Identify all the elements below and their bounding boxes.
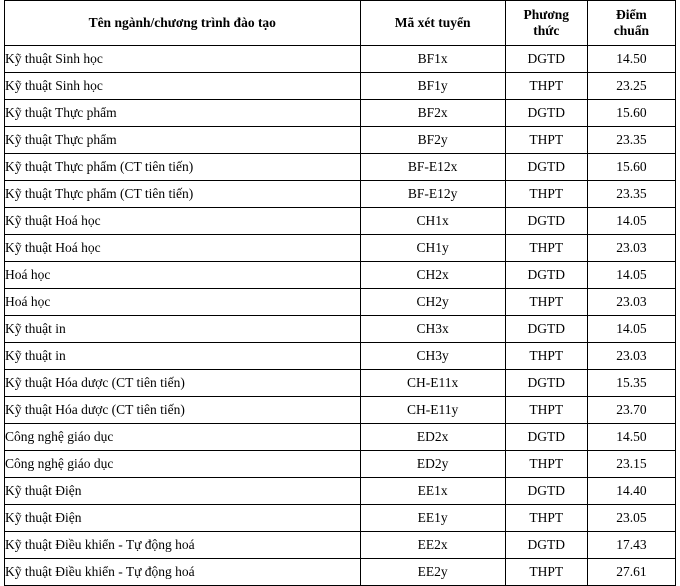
table-row: [5, 73, 676, 100]
cell-program-name: Kỹ thuật in: [5, 316, 361, 343]
column-header-program-name: Tên ngành/chương trình đào tạo: [5, 1, 361, 46]
cell-program-name: Kỹ thuật Điều khiển - Tự động hoá: [5, 559, 361, 586]
cell-admission-code: CH-E11x: [360, 370, 505, 397]
cell-program-name: Kỹ thuật Thực phẩm: [5, 100, 361, 127]
cell-benchmark-score: 17.43: [587, 532, 675, 559]
cell-benchmark-score: 14.05: [587, 208, 675, 235]
table-row: [5, 343, 676, 370]
cell-program-name: Kỹ thuật Thực phẩm (CT tiên tiến): [5, 181, 361, 208]
table-row: [5, 127, 676, 154]
cell-benchmark-score: 23.35: [587, 181, 675, 208]
table-row: [5, 424, 676, 451]
cell-program-name: Kỹ thuật Sinh học: [5, 46, 361, 73]
cell-admission-code: ED2y: [360, 451, 505, 478]
column-header-method-line2: thức: [533, 23, 560, 38]
column-header-method: [505, 1, 587, 46]
cell-program-name: Kỹ thuật Hóa dược (CT tiên tiến): [5, 397, 361, 424]
cell-admission-code: EE1x: [360, 478, 505, 505]
cell-admission-code: CH2x: [360, 262, 505, 289]
cell-method: THPT: [505, 289, 587, 316]
cell-method: THPT: [505, 505, 587, 532]
cell-program-name: Kỹ thuật Thực phẩm: [5, 127, 361, 154]
cell-benchmark-score: 23.03: [587, 235, 675, 262]
cell-benchmark-score: 14.50: [587, 46, 675, 73]
cell-admission-code: CH3y: [360, 343, 505, 370]
cell-admission-code: BF2y: [360, 127, 505, 154]
table-row: [5, 397, 676, 424]
cell-program-name: Công nghệ giáo dục: [5, 451, 361, 478]
cell-admission-code: CH1x: [360, 208, 505, 235]
cell-method: THPT: [505, 127, 587, 154]
cell-method: THPT: [505, 343, 587, 370]
cell-benchmark-score: 23.03: [587, 289, 675, 316]
cell-method: DGTD: [505, 532, 587, 559]
table-row: [5, 289, 676, 316]
cell-benchmark-score: 23.35: [587, 127, 675, 154]
cell-admission-code: CH2y: [360, 289, 505, 316]
cell-benchmark-score: 23.05: [587, 505, 675, 532]
cell-program-name: Kỹ thuật Điện: [5, 478, 361, 505]
cell-method: THPT: [505, 559, 587, 586]
cell-admission-code: BF-E12y: [360, 181, 505, 208]
cell-method: DGTD: [505, 316, 587, 343]
cell-admission-code: CH-E11y: [360, 397, 505, 424]
cell-admission-code: CH3x: [360, 316, 505, 343]
cell-admission-code: ED2x: [360, 424, 505, 451]
table-row: [5, 370, 676, 397]
cell-method: DGTD: [505, 100, 587, 127]
table-row: [5, 235, 676, 262]
cell-method: THPT: [505, 451, 587, 478]
cell-method: DGTD: [505, 208, 587, 235]
cell-method: DGTD: [505, 46, 587, 73]
column-header-score-line2: chuẩn: [613, 23, 650, 38]
cell-admission-code: EE1y: [360, 505, 505, 532]
cell-program-name: Kỹ thuật Điều khiển - Tự động hoá: [5, 532, 361, 559]
cell-method: THPT: [505, 181, 587, 208]
table-header: [5, 1, 676, 46]
cell-benchmark-score: 15.60: [587, 154, 675, 181]
table-row: [5, 532, 676, 559]
cell-admission-code: BF2x: [360, 100, 505, 127]
cell-program-name: Kỹ thuật Điện: [5, 505, 361, 532]
table-row: [5, 154, 676, 181]
cell-program-name: Hoá học: [5, 289, 361, 316]
cell-method: DGTD: [505, 370, 587, 397]
cell-method: DGTD: [505, 154, 587, 181]
table-row: [5, 316, 676, 343]
cell-benchmark-score: 15.60: [587, 100, 675, 127]
cell-benchmark-score: 14.05: [587, 316, 675, 343]
cell-program-name: Kỹ thuật in: [5, 343, 361, 370]
cell-program-name: Kỹ thuật Sinh học: [5, 73, 361, 100]
cell-admission-code: CH1y: [360, 235, 505, 262]
table-row: [5, 46, 676, 73]
cell-program-name: Kỹ thuật Hóa dược (CT tiên tiến): [5, 370, 361, 397]
cell-method: DGTD: [505, 478, 587, 505]
cell-benchmark-score: 14.05: [587, 262, 675, 289]
cell-program-name: Kỹ thuật Hoá học: [5, 235, 361, 262]
table-row: [5, 100, 676, 127]
cell-benchmark-score: 23.03: [587, 343, 675, 370]
column-header-benchmark-score: [587, 1, 675, 46]
cell-benchmark-score: 23.25: [587, 73, 675, 100]
cell-admission-code: BF1x: [360, 46, 505, 73]
cell-program-name: Công nghệ giáo dục: [5, 424, 361, 451]
table-header-row: [5, 1, 676, 46]
cell-program-name: Kỹ thuật Hoá học: [5, 208, 361, 235]
cell-benchmark-score: 15.35: [587, 370, 675, 397]
cell-admission-code: EE2x: [360, 532, 505, 559]
table-row: [5, 262, 676, 289]
column-header-score-line1: Điểm: [616, 7, 647, 23]
cell-method: THPT: [505, 235, 587, 262]
cell-admission-code: EE2y: [360, 559, 505, 586]
table-body: [5, 46, 676, 586]
cell-program-name: Hoá học: [5, 262, 361, 289]
cell-method: THPT: [505, 397, 587, 424]
table-row: [5, 559, 676, 586]
cell-method: DGTD: [505, 262, 587, 289]
admissions-table: [4, 0, 676, 586]
table-row: [5, 208, 676, 235]
cell-benchmark-score: 23.70: [587, 397, 675, 424]
column-header-method-line1: Phương: [523, 7, 570, 23]
column-header-admission-code: Mã xét tuyển: [360, 1, 505, 46]
table-row: [5, 181, 676, 208]
table-row: [5, 478, 676, 505]
cell-benchmark-score: 23.15: [587, 451, 675, 478]
cell-benchmark-score: 14.40: [587, 478, 675, 505]
cell-admission-code: BF-E12x: [360, 154, 505, 181]
table-row: [5, 451, 676, 478]
cell-method: THPT: [505, 73, 587, 100]
cell-benchmark-score: 27.61: [587, 559, 675, 586]
cell-admission-code: BF1y: [360, 73, 505, 100]
cell-benchmark-score: 14.50: [587, 424, 675, 451]
cell-method: DGTD: [505, 424, 587, 451]
table-row: [5, 505, 676, 532]
cell-program-name: Kỹ thuật Thực phẩm (CT tiên tiến): [5, 154, 361, 181]
